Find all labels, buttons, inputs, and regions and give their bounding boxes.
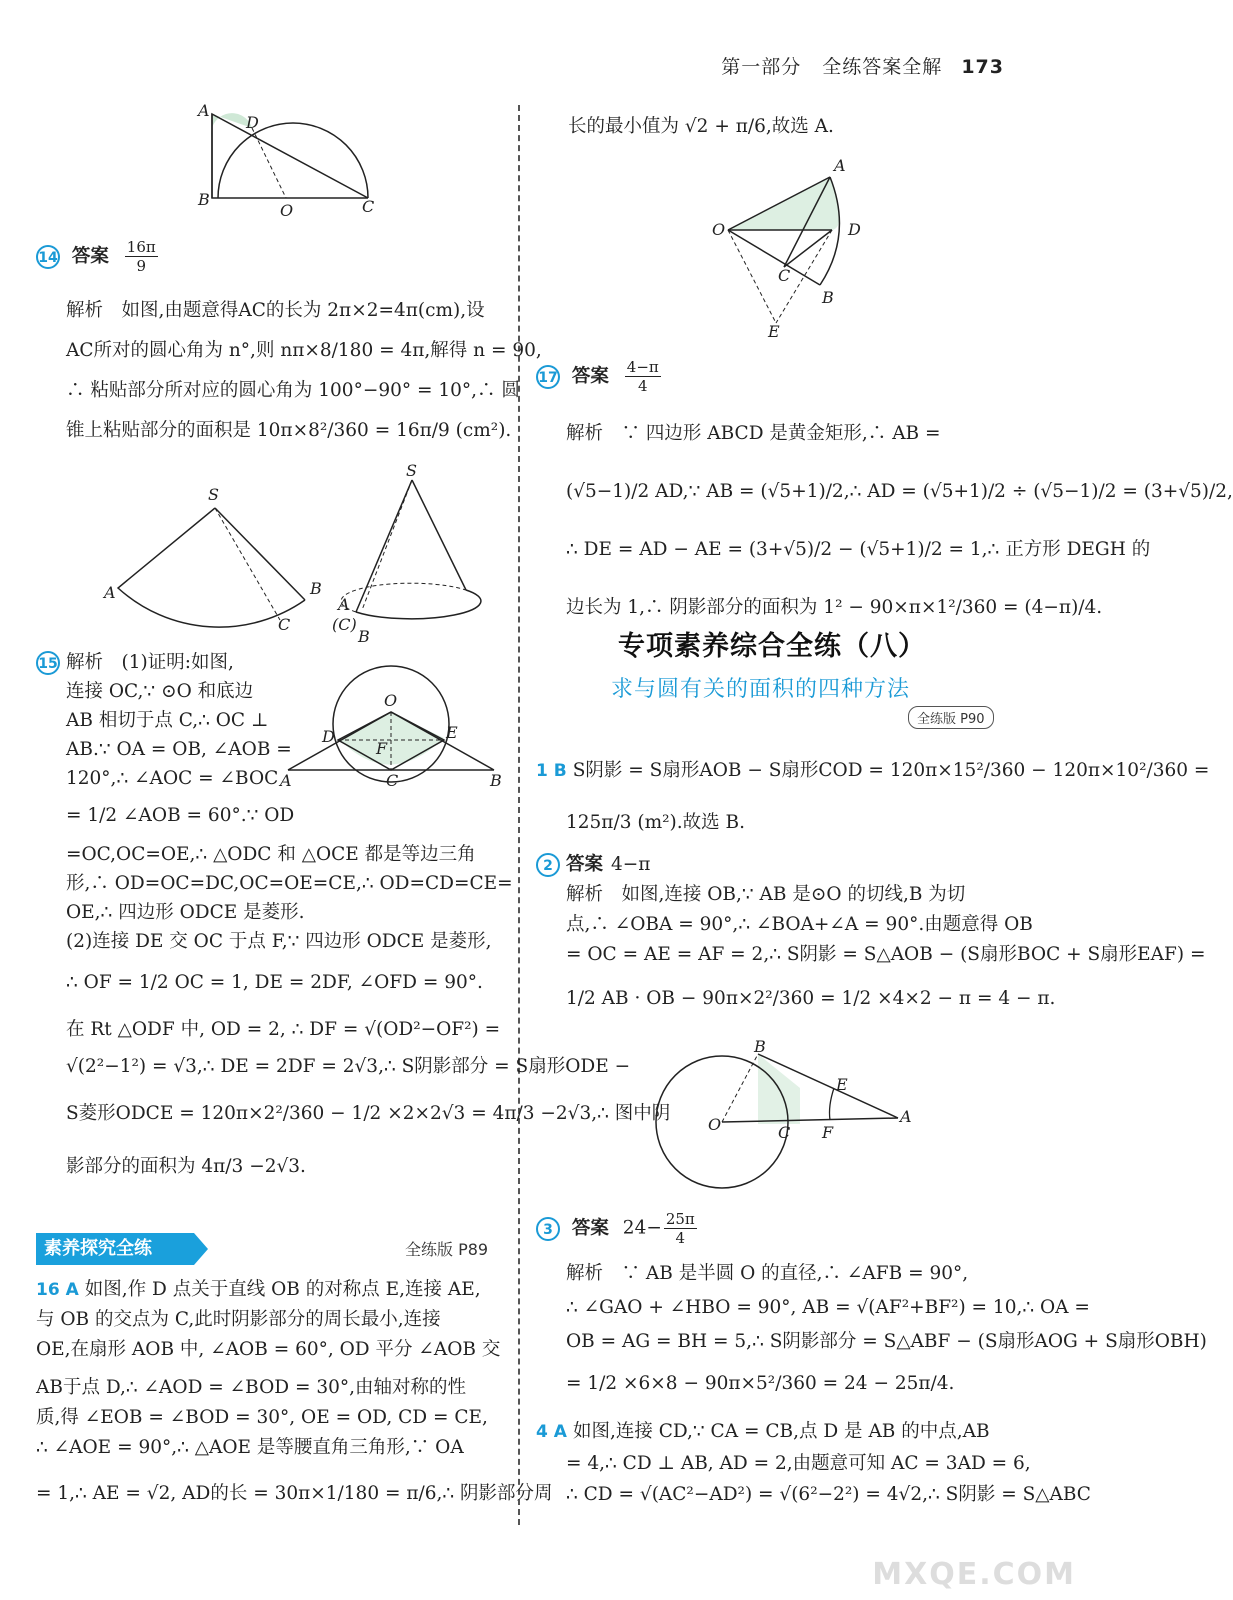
banner-ref: 全练版 P89: [405, 1240, 489, 1259]
svg-text:S: S: [406, 461, 417, 480]
svg-text:D: D: [322, 727, 335, 746]
q14-line: ∴ 粘贴部分所对应的圆心角为 100°−90° = 10°,∴ 圆: [66, 380, 520, 401]
sq4-badge: 4 A: [536, 1422, 567, 1442]
svg-text:O: O: [712, 220, 726, 239]
q15-line: OE,∴ 四边形 ODCE 是菱形.: [66, 902, 305, 923]
svg-text:D: D: [848, 220, 861, 239]
section-banner: 素养探究全练: [36, 1233, 194, 1265]
q15-line: AB.∵ OA = OB, ∠AOB =: [66, 739, 292, 760]
q17-line: ∴ DE = AD − AE = (3+√5)/2 − (√5+1)/2 = 1,∴ 正方形 DEGH 的: [566, 539, 1151, 560]
header-part: 第一部分: [721, 56, 802, 78]
q17-line: 边长为 1,∴ 阴影部分的面积为 1² − 90×π×1²/360 = (4−π)/4.: [566, 597, 1103, 618]
sq3-line: OB = AG = BH = 5,∴ S阴影部分 = S△ABF − (S扇形AOG + S扇形OBH): [566, 1331, 1207, 1352]
q15-line: S菱形ODCE = 120π×2²/360 − 1/2 ×2×2√3 = 4π/3 −2√3,∴ 图中阴: [66, 1103, 671, 1124]
q15-line: 形,∴ OD=OC=DC,OC=OE=CE,∴ OD=CD=CE=: [66, 873, 513, 894]
q15-line: 解析 (1)证明:如图,: [66, 652, 234, 673]
figure-14-semicircle: [190, 100, 390, 220]
q14-answer: $\frac{16\pi}{9}$: [126, 238, 156, 275]
sq2-badge: 2: [536, 853, 560, 877]
q17-answer: $\frac{4-\pi}{4}$: [626, 358, 659, 395]
sq3-badge: 3: [536, 1217, 560, 1241]
special-q4: [536, 1416, 1091, 1510]
q15-line: 连接 OC,∵ ⊙O 和底边: [66, 681, 254, 702]
svg-text:A: A: [834, 156, 846, 175]
svg-text:B: B: [490, 771, 502, 790]
svg-text:B: B: [358, 627, 370, 646]
special-q3: [536, 1210, 1207, 1401]
q14-answer-label: 答案: [71, 245, 109, 267]
q15-line: √(2²−1²) = √3,∴ DE = 2DF = 2√3,∴ S阴影部分 = S扇形ODE −: [66, 1056, 631, 1077]
q15-line: (2)连接 DE 交 OC 于点 F,∵ 四边形 ODCE 是菱形,: [66, 931, 492, 952]
svg-text:C: C: [386, 771, 399, 790]
figure-14-sector-cone: [100, 460, 480, 650]
q16-tail: 长的最小值为 √2 + π/6,故选 A.: [568, 116, 834, 137]
svg-text:C: C: [778, 266, 791, 285]
sq3-answer-prefix: 24−: [622, 1217, 662, 1239]
sq2-line: 1/2 AB · OB − 90π×2²/360 = 1/2 ×4×2 − π = 4 − π.: [566, 988, 1056, 1009]
header-title: 全练答案全解: [822, 56, 943, 78]
q14-line: 锥上粘贴部分的面积是 10π×8²/360 = 16π/9 (cm²).: [66, 420, 512, 441]
q17-answer-label: 答案: [571, 365, 609, 387]
q15-line: = 1/2 ∠AOB = 60°.∵ OD: [66, 805, 295, 826]
question-17: [536, 358, 1233, 637]
q14-badge: 14: [36, 245, 60, 269]
sq2-line: = OC = AE = AF = 2,∴ S阴影 = S△AOB − (S扇形BOC + S扇形EAF) =: [566, 944, 1206, 965]
sq3-answer: $\frac{25\pi}{4}$: [665, 1210, 695, 1247]
svg-text:F: F: [822, 1123, 834, 1142]
sq2-line: 点,∴ ∠OBA = 90°,∴ ∠BOA+∠A = 90°.由题意得 OB: [566, 914, 1033, 935]
svg-text:D: D: [246, 113, 259, 132]
svg-text:A: A: [104, 583, 116, 602]
svg-text:B: B: [754, 1037, 766, 1056]
sq3-line: ∴ ∠GAO + ∠HBO = 90°, AB = √(AF²+BF²) = 10,∴ OA =: [566, 1297, 1090, 1318]
q16-line: 与 OB 的交点为 C,此时阴影部分的周长最小,连接: [36, 1309, 441, 1330]
column-divider: [518, 105, 520, 1525]
q16-line: OE,在扇形 AOB 中, ∠AOB = 60°, OD 平分 ∠AOB 交: [36, 1339, 501, 1360]
svg-text:A: A: [280, 771, 292, 790]
svg-text:A: A: [900, 1107, 912, 1126]
special-q1: [536, 745, 1210, 849]
figure-15-rhombus: [280, 660, 510, 790]
sq1-line: S阴影 = S扇形AOB − S扇形COD = 120π×15²/360 − 120π×10²/360 =: [572, 760, 1210, 781]
q15-line: ∴ OF = 1/2 OC = 1, DE = 2DF, ∠OFD = 90°.: [66, 972, 483, 993]
sq3-line: = 1/2 ×6×8 − 90π×5²/360 = 24 − 25π/4.: [566, 1373, 955, 1394]
svg-text:E: E: [768, 322, 780, 341]
q15-line: 影部分的面积为 4π/3 −2√3.: [66, 1156, 306, 1177]
svg-text:E: E: [446, 723, 458, 742]
sq4-line: = 4,∴ CD ⊥ AB, AD = 2,由题意可知 AC = 3AD = 6,: [566, 1453, 1031, 1474]
q15-badge: 15: [36, 651, 60, 675]
svg-text:(C): (C): [332, 615, 357, 634]
sq2-answer: 4−π: [611, 854, 651, 875]
sq4-line: 如图,连接 CD,∵ CA = CB,点 D 是 AB 的中点,AB: [572, 1421, 990, 1442]
figure-2-tangent: [650, 1037, 920, 1190]
q17-line: 解析 ∵ 四边形 ABCD 是黄金矩形,∴ AB =: [566, 423, 941, 444]
section-ref: 全练版 P90: [908, 706, 994, 729]
sq3-line: 解析 ∵ AB 是半圆 O 的直径,∴ ∠AFB = 90°,: [566, 1263, 969, 1284]
sq3-answer-label: 答案: [571, 1217, 609, 1239]
sq1-line: 125π/3 (m²).故选 B.: [566, 812, 745, 833]
svg-text:B: B: [822, 288, 834, 307]
svg-text:E: E: [836, 1075, 848, 1094]
svg-text:A: A: [198, 101, 210, 120]
q16-badge: 16 A: [36, 1280, 79, 1300]
svg-text:B: B: [310, 579, 322, 598]
svg-text:O: O: [708, 1115, 722, 1134]
sq1-badge: 1 B: [536, 761, 567, 781]
section-subtitle: 求与圆有关的面积的四种方法: [611, 677, 911, 702]
sq2-line: 解析 如图,连接 OB,∵ AB 是⊙O 的切线,B 为切: [566, 884, 966, 905]
q16-line: 如图,作 D 点关于直线 OB 的对称点 E,连接 AE,: [84, 1279, 481, 1300]
special-q2: [536, 850, 1206, 1014]
question-14: [36, 238, 542, 451]
svg-text:C: C: [778, 1123, 791, 1142]
sq2-answer-label: 答案: [566, 854, 604, 875]
svg-text:O: O: [280, 201, 294, 220]
page-header: [721, 52, 1004, 79]
q16-line: 质,得 ∠EOB = ∠BOD = 30°, OE = OD, CD = CE,: [36, 1407, 488, 1428]
sq4-line: ∴ CD = √(AC²−AD²) = √(6²−2²) = 4√2,∴ S阴影 = S△ABC: [566, 1484, 1091, 1505]
q14-line: 解析 如图,由题意得AC的长为 2π×2=4π(cm),设: [66, 300, 485, 321]
q16-line: AB于点 D,∴ ∠AOD = ∠BOD = 30°,由轴对称的性: [36, 1377, 467, 1398]
q14-line: AC所对的圆心角为 n°,则 nπ×8/180 = 4π,解得 n = 90,: [66, 340, 542, 361]
svg-text:B: B: [198, 190, 210, 209]
q15-line: 在 Rt △ODF 中, OD = 2, ∴ DF = √(OD²−OF²) =: [66, 1019, 501, 1040]
q16-line: = 1,∴ AE = √2, AD的长 = 30π×1/180 = π/6,∴ 阴影部分周: [36, 1483, 553, 1504]
svg-text:S: S: [208, 485, 219, 504]
q17-line: (√5−1)/2 AD,∵ AB = (√5+1)/2,∴ AD = (√5+1)/2 ÷ (√5−1)/2 = (3+√5)/2,: [566, 481, 1233, 502]
q17-badge: 17: [536, 365, 560, 389]
q16-line: ∴ ∠AOE = 90°,∴ △AOE 是等腰直角三角形,∵ OA: [36, 1437, 464, 1458]
q15-line: 120°,∴ ∠AOC = ∠BOC: [66, 768, 279, 789]
svg-text:O: O: [384, 691, 398, 710]
svg-text:C: C: [278, 615, 291, 634]
q15-line: =OC,OC=OE,∴ △ODC 和 △OCE 都是等边三角: [66, 844, 476, 865]
watermark: MXQE.COM: [872, 1557, 1076, 1592]
svg-text:F: F: [376, 739, 388, 758]
svg-text:A: A: [338, 595, 350, 614]
svg-text:C: C: [362, 197, 375, 216]
figure-16-sector: [708, 155, 868, 340]
section-title: 专项素养综合全练（八）: [618, 631, 926, 662]
q15-line: AB 相切于点 C,∴ OC ⊥: [66, 710, 269, 731]
page-number: 173: [961, 56, 1004, 78]
